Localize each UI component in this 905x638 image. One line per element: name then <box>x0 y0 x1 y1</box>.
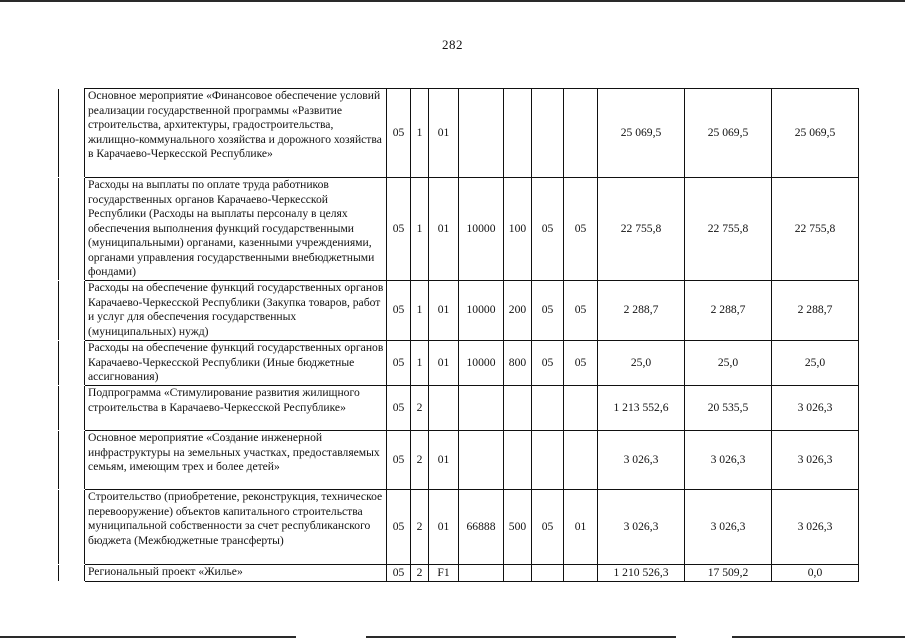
row-code-7 <box>564 386 598 431</box>
row-name: Расходы на обеспечение функций государственных органов Карачаево-Черкесской Республики (Закупка товаров, работ и услуг для обеспечения государственных (муниципальных) нужд) <box>85 281 387 341</box>
row-code-3: F1 <box>429 565 459 582</box>
row-code-2: 1 <box>411 178 429 281</box>
row-code-3: 01 <box>429 341 459 386</box>
row-code-4: 10000 <box>459 341 504 386</box>
row-code-1: 05 <box>387 281 411 341</box>
row-lead-cell <box>59 89 85 178</box>
table-row <box>59 341 859 386</box>
row-code-1: 05 <box>387 431 411 490</box>
row-code-5: 100 <box>504 178 532 281</box>
row-code-7: 05 <box>564 178 598 281</box>
row-code-6: 05 <box>532 490 564 565</box>
row-name: Расходы на обеспечение функций государственных органов Карачаево-Черкесской Республики (Иные бюджетные ассигнования) <box>85 341 387 386</box>
row-code-3 <box>429 386 459 431</box>
row-value-1: 3 026,3 <box>598 490 685 565</box>
row-lead-cell <box>59 431 85 490</box>
row-code-2: 2 <box>411 386 429 431</box>
row-code-1: 05 <box>387 565 411 582</box>
row-code-7: 05 <box>564 341 598 386</box>
row-code-5 <box>504 431 532 490</box>
row-value-1: 25 069,5 <box>598 89 685 178</box>
row-code-7: 05 <box>564 281 598 341</box>
scan-edge-gap <box>676 634 732 638</box>
row-value-1: 2 288,7 <box>598 281 685 341</box>
row-name: Расходы на выплаты по оплате труда работников государственных органов Карачаево-Черкесской Республики (Расходы на выплаты персоналу в целях обеспечения выполнения функций государственными (муниципальными) органами, казенными учреждениями, органами управления государственными внебюджетными фондами) <box>85 178 387 281</box>
row-value-3: 25,0 <box>772 341 859 386</box>
table-row <box>59 178 859 281</box>
row-code-4 <box>459 565 504 582</box>
row-lead-cell <box>59 341 85 386</box>
row-value-2: 3 026,3 <box>685 490 772 565</box>
row-code-6: 05 <box>532 178 564 281</box>
row-name: Региональный проект «Жилье» <box>85 565 387 582</box>
scan-edge-gap <box>296 634 366 638</box>
row-name: Основное мероприятие «Финансовое обеспечение условий реализации государственной программы «Развитие строительства, архитектуры, градостроительства, жилищно-коммунального хозяйства и дорожного хозяйства в Карачаево-Черкесской Республике» <box>85 89 387 178</box>
table-row <box>59 89 859 178</box>
row-code-5 <box>504 386 532 431</box>
row-value-3: 22 755,8 <box>772 178 859 281</box>
row-code-4 <box>459 431 504 490</box>
row-code-5: 500 <box>504 490 532 565</box>
row-code-2: 2 <box>411 431 429 490</box>
row-code-3: 01 <box>429 431 459 490</box>
row-name: Подпрограмма «Стимулирование развития жилищного строительства в Карачаево-Черкесской Республике» <box>85 386 387 431</box>
budget-table <box>58 88 859 582</box>
row-value-2: 20 535,5 <box>685 386 772 431</box>
page-number: 282 <box>442 37 463 52</box>
row-name: Строительство (приобретение, реконструкция, техническое перевооружение) объектов капитального строительства муниципальной собственности за счет республиканского бюджета (Межбюджетные трансферты) <box>85 490 387 565</box>
row-code-7: 01 <box>564 490 598 565</box>
row-code-4 <box>459 386 504 431</box>
table-row <box>59 431 859 490</box>
row-value-3: 3 026,3 <box>772 386 859 431</box>
row-lead-cell <box>59 386 85 431</box>
row-code-2: 1 <box>411 341 429 386</box>
row-code-1: 05 <box>387 386 411 431</box>
row-code-4: 10000 <box>459 281 504 341</box>
row-value-2: 25 069,5 <box>685 89 772 178</box>
row-value-3: 3 026,3 <box>772 431 859 490</box>
row-code-7 <box>564 565 598 582</box>
table-row <box>59 490 859 565</box>
row-code-6 <box>532 89 564 178</box>
row-value-2: 25,0 <box>685 341 772 386</box>
row-value-1: 22 755,8 <box>598 178 685 281</box>
row-value-3: 0,0 <box>772 565 859 582</box>
row-value-2: 2 288,7 <box>685 281 772 341</box>
row-code-2: 2 <box>411 565 429 582</box>
row-code-2: 2 <box>411 490 429 565</box>
row-value-1: 25,0 <box>598 341 685 386</box>
row-code-3: 01 <box>429 89 459 178</box>
row-value-3: 25 069,5 <box>772 89 859 178</box>
row-code-2: 1 <box>411 89 429 178</box>
row-code-5 <box>504 89 532 178</box>
row-code-6 <box>532 565 564 582</box>
table-row <box>59 281 859 341</box>
row-code-6: 05 <box>532 341 564 386</box>
row-code-7 <box>564 431 598 490</box>
row-code-3: 01 <box>429 281 459 341</box>
row-value-2: 17 509,2 <box>685 565 772 582</box>
row-value-1: 3 026,3 <box>598 431 685 490</box>
row-value-1: 1 213 552,6 <box>598 386 685 431</box>
row-code-3: 01 <box>429 178 459 281</box>
row-code-4: 66888 <box>459 490 504 565</box>
row-code-5: 200 <box>504 281 532 341</box>
row-code-1: 05 <box>387 178 411 281</box>
row-value-3: 2 288,7 <box>772 281 859 341</box>
row-lead-cell <box>59 490 85 565</box>
table-row <box>59 565 859 582</box>
row-code-3: 01 <box>429 490 459 565</box>
row-code-1: 05 <box>387 341 411 386</box>
row-name: Основное мероприятие «Создание инженерной инфраструктуры на земельных участках, предоставляемых семьям, имеющим трех и более детей» <box>85 431 387 490</box>
row-code-7 <box>564 89 598 178</box>
row-code-6 <box>532 431 564 490</box>
row-code-1: 05 <box>387 89 411 178</box>
row-code-6 <box>532 386 564 431</box>
row-code-5 <box>504 565 532 582</box>
table-row <box>59 386 859 431</box>
row-code-4: 10000 <box>459 178 504 281</box>
row-lead-cell <box>59 281 85 341</box>
row-value-2: 22 755,8 <box>685 178 772 281</box>
row-value-3: 3 026,3 <box>772 490 859 565</box>
row-lead-cell <box>59 178 85 281</box>
row-code-5: 800 <box>504 341 532 386</box>
scan-edge-top <box>0 0 905 2</box>
row-code-2: 1 <box>411 281 429 341</box>
row-code-6: 05 <box>532 281 564 341</box>
row-code-4 <box>459 89 504 178</box>
row-value-2: 3 026,3 <box>685 431 772 490</box>
row-value-1: 1 210 526,3 <box>598 565 685 582</box>
row-lead-cell <box>59 565 85 582</box>
row-code-1: 05 <box>387 490 411 565</box>
